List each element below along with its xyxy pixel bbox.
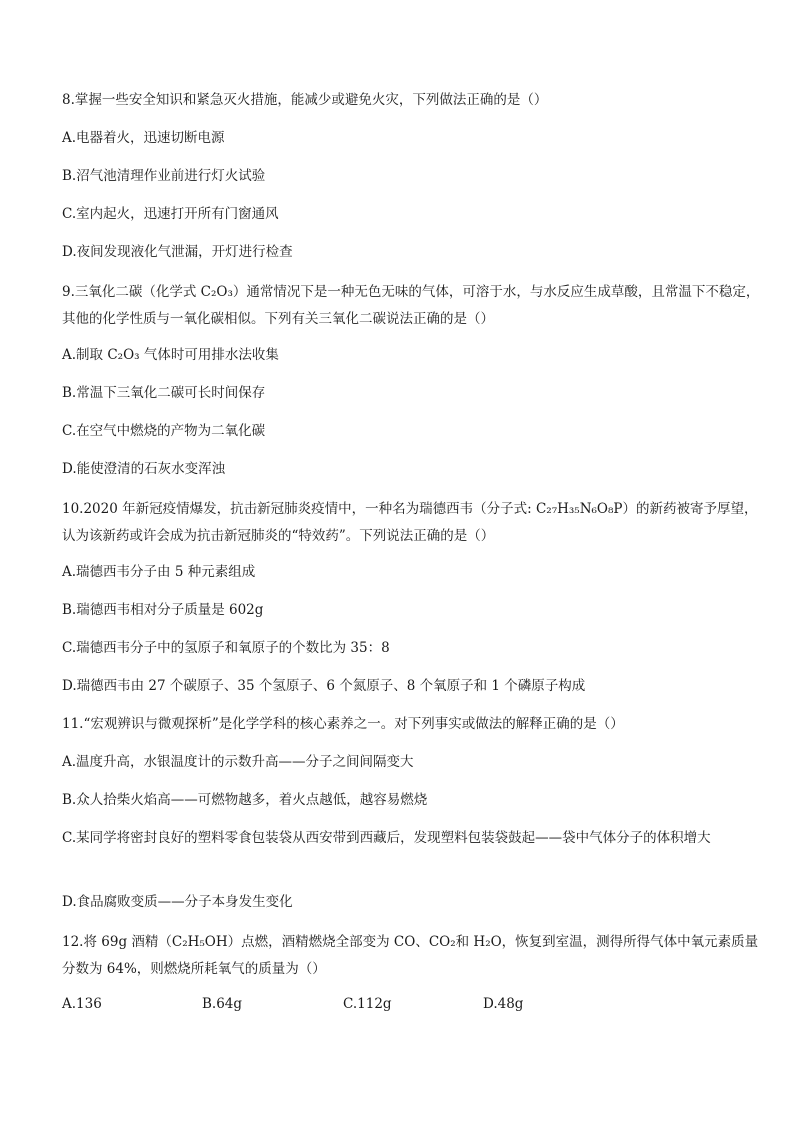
question-12-stem: 12.将 69g 酒精（C₂H₅OH）点燃，酒精燃烧全部变为 CO、CO₂和 H₂O，恢复到室温，测得所得气体中氧元素质量分数为 64%，则燃烧所耗氧气的质量为（）	[62, 934, 759, 977]
question-11-option-a: A.温度升高，水银温度计的示数升高——分子之间间隔变大	[62, 754, 414, 770]
question-11-option-c: C.某同学将密封良好的塑料零食包装袋从西安带到西藏后，发现塑料包装袋鼓起——袋中气体分子的体积增大	[62, 830, 711, 846]
question-11-option-d: D.食品腐败变质——分子本身发生变化	[62, 894, 293, 910]
question-11-stem: 11.“宏观辨识与微观探析”是化学学科的核心素养之一。对下列事实或做法的解释正确的是（）	[62, 716, 624, 732]
question-8-option-c: C.室内起火，迅速打开所有门窗通风	[62, 206, 279, 222]
question-11-option-b: B.众人拾柴火焰高——可燃物越多，着火点越低，越容易燃烧	[62, 792, 428, 808]
question-12-option-d: D.48g	[483, 996, 524, 1012]
question-10-option-d: D.瑞德西韦由 27 个碳原子、35 个氢原子、6 个氮原子、8 个氧原子和 1 个磷原子构成	[62, 678, 586, 694]
question-10-stem: 10.2020 年新冠疫情爆发，抗击新冠肺炎疫情中，一种名为瑞德西韦（分子式: C₂₇H₃₅N₆O₈P）的新药被寄予厚望，认为该新药或许会成为抗击新冠肺炎的“特效药”。下列说法正确的是（）	[62, 501, 758, 544]
question-8-stem: 8.掌握一些安全知识和紧急灭火措施，能减少或避免火灾，下列做法正确的是（）	[62, 92, 548, 108]
question-9-option-a: A.制取 C₂O₃ 气体时可用排水法收集	[62, 347, 279, 363]
question-12-option-c: C.112g	[343, 996, 392, 1012]
question-9-option-d: D.能使澄清的石灰水变浑浊	[62, 461, 226, 477]
question-8-option-a: A.电器着火，迅速切断电源	[62, 130, 225, 146]
question-9-option-b: B.常温下三氧化二碳可长时间保存	[62, 385, 266, 401]
question-9-stem: 9.三氧化二碳（化学式 C₂O₃）通常情况下是一种无色无味的气体，可溶于水，与水反应生成草酸，且常温下不稳定，其他的化学性质与一氧化碳相似。下列有关三氧化二碳说法正确的是（）	[62, 284, 760, 327]
question-10-option-a: A.瑞德西韦分子由 5 种元素组成	[62, 564, 256, 580]
question-12-option-a: A.136	[62, 996, 102, 1012]
question-10-option-c: C.瑞德西韦分子中的氢原子和氧原子的个数比为 35：8	[62, 640, 390, 656]
question-9-option-c: C.在空气中燃烧的产物为二氧化碳	[62, 423, 266, 439]
question-8-option-b: B.沼气池清理作业前进行灯火试验	[62, 168, 266, 184]
question-12-option-b: B.64g	[202, 996, 243, 1012]
question-10-option-b: B.瑞德西韦相对分子质量是 602g	[62, 602, 264, 618]
question-8-option-d: D.夜间发现液化气泄漏，开灯进行检查	[62, 244, 293, 260]
